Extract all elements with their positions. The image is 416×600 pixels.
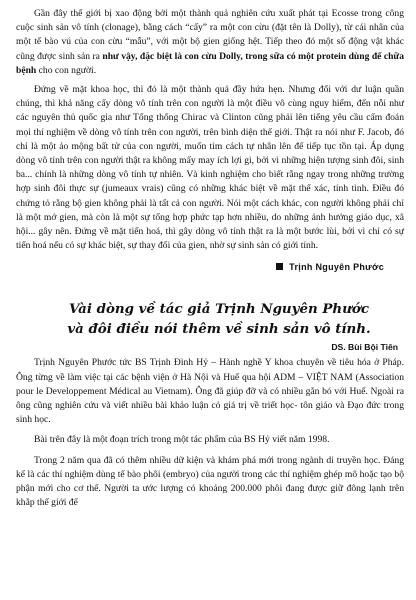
signature-name: Trịnh Nguyên Phước [289, 262, 384, 273]
emphasized-text: như vậy, đặc biệt là con cừu Dolly, trong sữa có một protein dùng để chữa bệnh [16, 50, 404, 76]
author-signature [16, 262, 404, 272]
paragraph-text: Gần đây thế giới bị xao động bởi một thành quả nghiên cứu xuất phát tại Ecosse trong công cuộc sinh sản vô tính (clonage), bằng cách “cấy” ra một con cừu (đặt tên là Dolly), từ cái nhân của một tế bào vú của con cừu “mẫu”, với một bộ gien giống hệt. Tiếp theo đó một số động vật khác cũng được sinh sản ra [16, 8, 404, 62]
paragraph [16, 7, 404, 78]
paragraph: Trịnh Nguyên Phước tức BS Trịnh Đình Hỷ – Hành nghề Y khoa chuyên về tiêu hóa ở Pháp. Ông từng về làm việc tại các bệnh viện ở Hà Nội và Huế qua hội ADM – VIỆT NAM (Association pour le Developpement Médical au Vietnam). Ông đã giúp đỡ và có nhiều gắn bó với Huế. Ngoài ra ông cũng nghiên cứu và viết nhiều bài khảo luận có giá trị về triết học- tôn giáo và Đạo đức trong sinh học. [16, 357, 404, 426]
section-title [16, 299, 404, 339]
paragraph: Trong 2 năm qua đã có thêm nhiều dữ kiện và khám phá mới trong ngành di truyền học. Đáng kể là các thí nghiệm dùng tế bào phôi (embryo) của người trong các thí nghiệm ghép mô hoặc tạo bộ phận mới cho cơ thể. Người ta ước lượng có khoảng 200.000 phôi đang được giữ đông lạnh trên khắp thế giới để [16, 454, 404, 509]
paragraph: Bài trên đây là một đoạn trích trong một tác phẩm của BS Hỷ viết năm 1998. [34, 434, 330, 446]
paragraph: Đứng về mặt khoa học, thì đó là một thành quả đầy hứa hẹn. Nhưng đối với dư luận quần chúng, thì khả năng cấy dòng vô tính trên con người là một điều vô cùng nguy hiểm, đến nỗi như các nguyên thủ quốc gia như Tổng thống Chirac và Clinton cũng phải lên tiếng yêu cầu cấm đoán mọi thí nghiệm về dòng vô tính trên con người, trên bình diện thế giới. Thật ra nói như F. Jacob, đó chỉ là một ảo mộng bất tử của con người, muốn tìm cách tự nhân lên để tiếp tục tồn tại. Áp dụng dòng vô tính trên con người thật ra không mấy may ích lợi gì, bởi vì những hiện tượng sinh đôi, sinh ba... chính là những dòng vô tính tự nhiên. Và kinh nghiệm cho biết rằng ngay trong những trường hợp sinh đôi thực sự (jumeaux vrais) cũng có những khác biệt về mặt thể xác, tính tình. Điều đó chứng tỏ rằng bộ gien không phải là tất cả con người. Nói một cách khác, con người không phải chỉ là một mớ gien, mà còn là một sự tổng hợp phức tạp hơn nhiều, do những ảnh hưởng giáo dục, xã hội... gây nên. Đứng về mặt tiến hoá, thì gây dòng vô tính thật ra là một bước lùi, bởi vì chỉ có sự tiến hoá nếu có sự khác biệt, sự thay đổi của gien, nhờ sự sinh sản có giới tính. [16, 84, 404, 252]
byline: DS. Bùi Bội Tiên [331, 342, 398, 353]
square-bullet-icon [276, 263, 283, 270]
article-author-note [16, 299, 404, 510]
title-line: và đôi điều nói thêm về sinh sản vô tính. [67, 321, 371, 338]
paragraph-text: cho con người. [36, 64, 97, 76]
article-cloning-essay [16, 7, 404, 272]
title-line: Vài dòng về tác giả Trịnh Nguyên Phước [69, 301, 369, 318]
